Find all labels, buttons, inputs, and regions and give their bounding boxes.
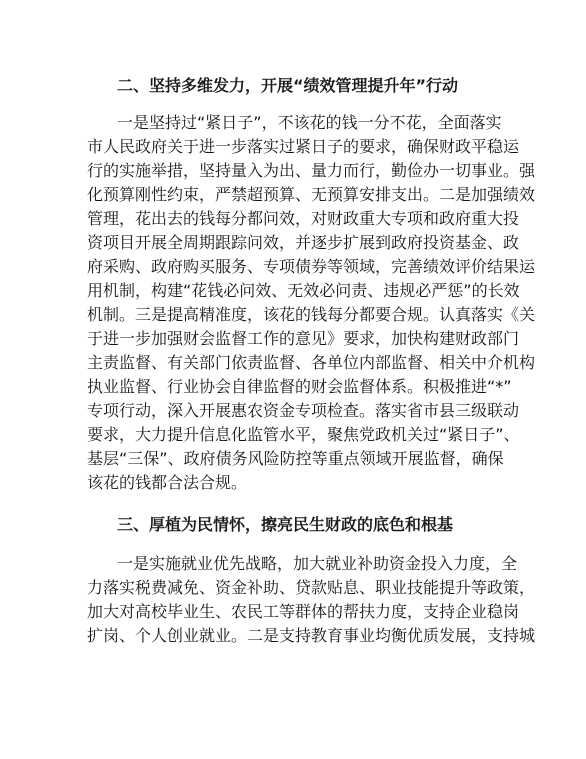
paragraph-line: 专项行动，深入开展惠农资金专项检查。落实省市县三级联动 [87,401,520,420]
paragraph-line: 管理，花出去的钱每分都问效，对财政重大专项和政府重大投 [87,209,520,228]
paragraph-line: 基层“三保”、政府债务风险防控等重点领域开展监督，确保 [87,449,504,468]
paragraph-line: 行的实施举措，坚持量入为出、量力而行，勤俭办一切事业。强 [87,161,536,180]
paragraph-line: 扩岗、个人创业就业。二是支持教育事业均衡优质发展，支持城 [87,626,536,645]
paragraph-line: 加大对高校毕业生、农民工等群体的帮扶力度，支持企业稳岗 [87,602,520,621]
paragraph-line: 用机制，构建“花钱必问效、无效必问责、违规必严惩”的长效 [87,281,520,300]
paragraph-line: 资项目开展全周期跟踪问效，并逐步扩展到政府投资基金、政 [87,233,520,252]
paragraph-line: 该花的钱都合法合规。 [87,473,248,492]
paragraph-line: 府采购、政府购买服务、专项债券等领域，完善绩效评价结果运 [87,257,536,276]
paragraph-line: 一是坚持过“紧日子”，不该花的钱一分不花，全面落实 [117,113,502,132]
paragraph-line: 主责监督、有关部门依责监督、各单位内部监督、相关中介机构 [87,353,536,372]
paragraph-line: 一是实施就业优先战略，加大就业补助资金投入力度，全 [117,554,518,573]
section-heading-3: 三、厚植为民情怀，擦亮民生财政的底色和根基 [117,515,454,534]
paragraph-line: 市人民政府关于进一步落实过紧日子的要求，确保财政平稳运 [87,137,520,156]
paragraph-line: 力落实税费减免、资金补助、贷款贴息、职业技能提升等政策， [87,578,536,597]
paragraph-line: 化预算刚性约束，严禁超预算、无预算安排支出。二是加强绩效 [87,185,536,204]
paragraph-line: 要求，大力提升信息化监管水平，聚焦党政机关过“紧日子”、 [87,425,520,444]
section-heading-2: 二、坚持多维发力，开展“绩效管理提升年”行动 [117,76,459,95]
paragraph-line: 于进一步加强财会监督工作的意见》要求，加快构建财政部门 [87,329,520,348]
paragraph-line: 执业监督、行业协会自律监督的财会监督体系。积极推进“*” [87,377,512,396]
paragraph-line: 机制。三是提高精准度，该花的钱每分都要合规。认真落实《关 [87,305,536,324]
